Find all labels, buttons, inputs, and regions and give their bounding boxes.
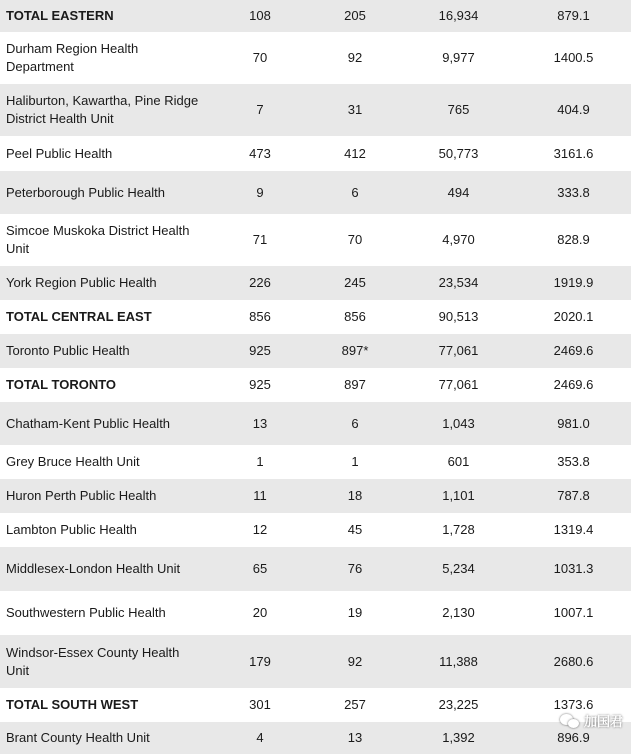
cell-col-2: 92 <box>347 50 363 65</box>
cell-col-3: 77,061 <box>401 334 516 368</box>
cell-col-1: 925 <box>211 334 309 368</box>
table-row <box>0 136 631 171</box>
cell-col-2: 897 <box>344 377 366 392</box>
region-name: Durham Region Health Department <box>6 41 139 74</box>
cell-col-2: 1 <box>351 454 359 469</box>
table-row <box>0 722 631 754</box>
region-name: Chatham-Kent Public Health <box>0 402 211 445</box>
cell-col-1: 473 <box>249 145 271 161</box>
cell-col-4: 1319.4 <box>553 522 594 537</box>
cell-col-2: 13 <box>309 722 401 754</box>
cell-col-1: 13 <box>211 402 309 445</box>
region-name: TOTAL TORONTO <box>6 377 117 392</box>
table-row <box>0 32 631 84</box>
table-row <box>0 300 631 334</box>
cell-col-2: 19 <box>347 605 363 620</box>
cell-col-2: 31 <box>309 84 401 136</box>
region-name: Huron Perth Public Health <box>0 479 211 513</box>
cell-col-2: 18 <box>309 479 401 513</box>
table-row <box>0 635 631 688</box>
cell-col-3: 1,392 <box>401 722 516 754</box>
region-name: Lambton Public Health <box>6 522 137 537</box>
cell-col-4: 2469.6 <box>553 377 594 392</box>
cell-col-2: 245 <box>309 266 401 300</box>
region-name: Peel Public Health <box>6 145 113 161</box>
table-row <box>0 84 631 136</box>
cell-col-3: 77,061 <box>438 377 479 392</box>
table-row <box>0 214 631 266</box>
table-row <box>0 368 631 402</box>
region-name: Haliburton, Kawartha, Pine Ridge District Health Unit <box>0 84 211 136</box>
cell-col-3: 4,970 <box>442 232 475 247</box>
cell-col-1: 4 <box>211 722 309 754</box>
table-row <box>0 266 631 300</box>
cell-col-1: 71 <box>252 232 268 247</box>
cell-col-1: 7 <box>211 84 309 136</box>
table-row <box>0 171 631 214</box>
cell-col-1: 11 <box>211 479 309 513</box>
region-name: TOTAL SOUTH WEST <box>6 697 139 712</box>
cell-col-3: 11,388 <box>401 635 516 688</box>
table-row <box>0 479 631 513</box>
cell-col-4: 1031.3 <box>516 547 631 591</box>
table-row <box>0 402 631 445</box>
cell-col-4: 2680.6 <box>516 635 631 688</box>
cell-col-3: 5,234 <box>401 547 516 591</box>
cell-col-1: 179 <box>211 635 309 688</box>
cell-col-2: 45 <box>347 522 363 537</box>
cell-col-2: 205 <box>309 0 401 32</box>
cell-col-4: 1919.9 <box>516 266 631 300</box>
cell-col-3: 50,773 <box>438 145 479 161</box>
cell-col-4: 879.1 <box>516 0 631 32</box>
cell-col-1: 108 <box>211 0 309 32</box>
cell-col-2: 897* <box>309 334 401 368</box>
region-name: York Region Public Health <box>0 266 211 300</box>
cell-col-3: 23,225 <box>438 697 479 712</box>
cell-col-3: 494 <box>401 171 516 214</box>
watermark <box>560 711 623 730</box>
cell-col-1: 65 <box>211 547 309 591</box>
region-name: Southwestern Public Health <box>6 605 166 620</box>
table-row <box>0 547 631 591</box>
region-name: Peterborough Public Health <box>0 171 211 214</box>
region-name: Brant County Health Unit <box>0 722 211 754</box>
watermark-text: 加国君 <box>583 714 623 729</box>
cell-col-1: 70 <box>252 50 268 65</box>
cell-col-3: 765 <box>401 84 516 136</box>
cell-col-1: 9 <box>211 171 309 214</box>
region-name: Grey Bruce Health Unit <box>6 454 140 469</box>
wechat-icon <box>560 713 580 729</box>
cell-col-4: 3161.6 <box>553 145 594 161</box>
cell-col-1: 226 <box>211 266 309 300</box>
cell-col-1: 12 <box>252 522 268 537</box>
table-row <box>0 334 631 368</box>
cell-col-2: 92 <box>309 635 401 688</box>
cell-col-2: 6 <box>309 171 401 214</box>
cell-col-2: 6 <box>309 402 401 445</box>
region-name: TOTAL EASTERN <box>0 0 211 32</box>
region-name: TOTAL CENTRAL EAST <box>6 309 152 324</box>
region-name: Middlesex-London Health Unit <box>0 547 211 591</box>
region-name: Toronto Public Health <box>0 334 211 368</box>
cell-col-4: 787.8 <box>516 479 631 513</box>
cell-col-4: 828.9 <box>557 232 590 247</box>
cell-col-2: 76 <box>309 547 401 591</box>
cell-col-3: 90,513 <box>438 309 479 324</box>
cell-col-2: 856 <box>344 309 366 324</box>
region-name: Simcoe Muskoka District Health Unit <box>6 223 190 256</box>
table-row <box>0 591 631 635</box>
table-row <box>0 0 631 32</box>
cell-col-3: 1,728 <box>442 522 475 537</box>
cell-col-3: 23,534 <box>401 266 516 300</box>
cell-col-4: 353.8 <box>557 454 590 469</box>
cell-col-3: 1,101 <box>401 479 516 513</box>
cell-col-4: 1007.1 <box>553 605 594 620</box>
cell-col-4: 2020.1 <box>553 309 594 324</box>
cell-col-4: 981.0 <box>516 402 631 445</box>
table-row <box>0 513 631 547</box>
cell-col-4: 1400.5 <box>553 50 594 65</box>
cell-col-2: 70 <box>347 232 363 247</box>
cell-col-2: 412 <box>344 145 366 161</box>
cell-col-3: 16,934 <box>401 0 516 32</box>
cell-col-1: 20 <box>252 605 268 620</box>
cell-col-3: 601 <box>447 454 470 469</box>
cell-col-4: 333.8 <box>516 171 631 214</box>
cell-col-3: 2,130 <box>442 605 475 620</box>
cell-col-4: 404.9 <box>516 84 631 136</box>
cell-col-4: 1373.6 <box>553 697 594 712</box>
cell-col-2: 257 <box>344 697 366 712</box>
cell-col-3: 1,043 <box>401 402 516 445</box>
cell-col-3: 9,977 <box>442 50 475 65</box>
cell-col-4: 2469.6 <box>516 334 631 368</box>
cell-col-1: 925 <box>249 377 271 392</box>
cell-col-1: 1 <box>256 454 264 469</box>
region-name: Windsor-Essex County Health Unit <box>0 635 211 688</box>
table-row <box>0 688 631 722</box>
cell-col-1: 301 <box>249 697 271 712</box>
cell-col-1: 856 <box>249 309 271 324</box>
table-row <box>0 445 631 479</box>
cell-col-4: 896.9 <box>516 722 631 754</box>
